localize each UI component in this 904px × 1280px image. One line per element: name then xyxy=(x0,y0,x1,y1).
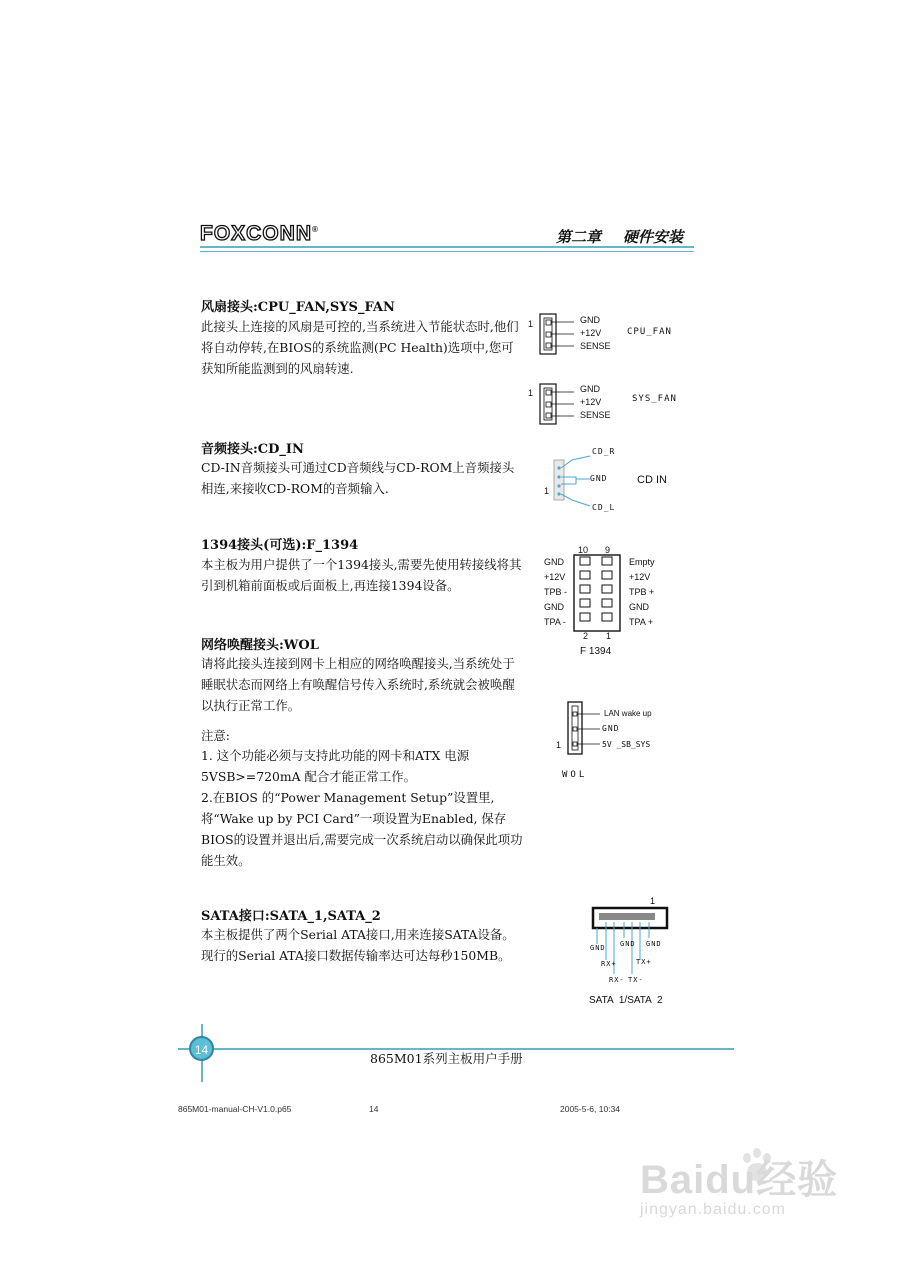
sys-fan-diagram xyxy=(524,380,694,430)
sata-tx-plus: TX+ xyxy=(636,958,652,966)
f1394-num-10: 10 xyxy=(578,545,589,555)
sys-fan-pin-sense: SENSE xyxy=(580,410,611,420)
cpu-fan-pin-gnd: GND xyxy=(580,315,600,325)
watermark-brand: Baidu经验 xyxy=(640,1158,839,1202)
watermark-url: jingyan.baidu.com xyxy=(640,1201,786,1218)
f1394-right-1: Empty xyxy=(629,557,655,567)
wol-pin-5vsb: 5V _SB_SYS xyxy=(602,740,651,749)
print-file-name: 865M01-manual-CH-V1.0.p65 xyxy=(178,1104,292,1114)
f1394-body: 本主板为用户提供了一个1394接头,需要先使用转接线将其引到机箱前面板或后面板上,再连接1394设备。 xyxy=(201,557,522,593)
wol-pin1: 1 xyxy=(556,740,562,750)
sys-fan-pin1: 1 xyxy=(528,388,534,398)
f1394-right-3: TPB + xyxy=(629,587,655,597)
wol-pin-lan: LAN wake up xyxy=(604,709,652,718)
sata-heading: SATA接口:SATA_1,SATA_2 xyxy=(201,909,381,924)
wol-pin-gnd: GND xyxy=(602,724,620,733)
fan-heading: 风扇接头:CPU_FAN,SYS_FAN xyxy=(201,300,395,315)
chapter-header xyxy=(556,226,683,247)
cpu-fan-label: CPU_FAN xyxy=(627,327,672,337)
cd-in-cd-r: CD_R xyxy=(592,447,616,456)
f1394-right-5: TPA + xyxy=(629,617,654,627)
f1394-diagram xyxy=(572,553,624,633)
f1394-heading: 1394接头(可选):F_1394 xyxy=(201,538,359,553)
sata-label: SATA 1/SATA 2 xyxy=(589,995,663,1006)
sata-pin1: 1 xyxy=(650,896,656,906)
f1394-left-1: GND xyxy=(544,557,564,567)
sata-rx-minus: RX- xyxy=(609,976,625,984)
sys-fan-pin-12v: +12V xyxy=(580,397,602,407)
manual-title: 865M01系列主板用户手册 xyxy=(370,1051,523,1066)
f1394-num-2: 2 xyxy=(583,631,589,641)
cd-in-pin1: 1 xyxy=(544,486,550,496)
cpu-fan-pin-12v: +12V xyxy=(580,328,602,338)
sata-tx-minus: TX- xyxy=(628,976,644,984)
cpu-fan-pin1: 1 xyxy=(528,319,534,329)
cd-in-gnd: GND xyxy=(590,474,608,483)
f1394-num-1: 1 xyxy=(606,631,612,641)
f1394-left-4: GND xyxy=(544,602,564,612)
wol-body: 请将此接头连接到网卡上相应的网络唤醒接头,当系统处于睡眠状态而网络上有唤醒信号传入系统时,系统就会被唤醒以执行正常工作。 xyxy=(201,656,515,713)
cd-heading: 音频接头:CD_IN xyxy=(201,442,304,457)
wol-note-2: 2.在BIOS 的“Power Management Setup”设置里,将“Wake up by PCI Card”一项设置为Enabled, 保存BIOS的设置并退出后,需要完成一次系统启动以确保此项功能生效。 xyxy=(201,790,523,868)
cd-body: CD-IN音频接头可通过CD音频线与CD-ROM上音频接头相连,来接收CD-ROM的音频输入. xyxy=(201,460,515,496)
page-number-badge: 14 xyxy=(189,1036,214,1061)
f1394-num-9: 9 xyxy=(605,545,611,555)
sys-fan-pin-gnd: GND xyxy=(580,384,600,394)
f1394-right-2: +12V xyxy=(629,572,651,582)
f1394-right-4: GND xyxy=(629,602,649,612)
cd-in-label: CD IN xyxy=(637,474,667,486)
sata-diagram xyxy=(585,898,680,978)
chapter-number: 第二章 xyxy=(556,228,602,246)
chapter-title: 硬件安装 xyxy=(623,228,684,246)
sata-body: 本主板提供了两个Serial ATA接口,用来连接SATA设备。现行的Serial ATA接口数据传输率达可达每秒150MB。 xyxy=(201,927,515,963)
cpu-fan-pin-sense: SENSE xyxy=(580,341,611,351)
wol-heading: 网络唤醒接头:WOL xyxy=(201,638,319,653)
print-datetime: 2005-5-6, 10:34 xyxy=(560,1104,621,1114)
header-rule-thin xyxy=(200,251,694,252)
fan-body: 此接头上连接的风扇是可控的,当系统进入节能状态时,他们将自动停转,在BIOS的系统监测(PC Health)选项中,您可获知所能监测到的风扇转速. xyxy=(201,319,519,376)
f1394-left-2: +12V xyxy=(544,572,566,582)
sata-rx-plus: RX+ xyxy=(601,960,617,968)
f1394-left-3: TPB - xyxy=(544,587,568,597)
header-rule xyxy=(200,246,694,248)
sata-gnd-left: GND xyxy=(590,944,606,952)
foxconn-logo: FOXCONN® xyxy=(200,222,319,245)
baidu-watermark xyxy=(640,1148,838,1219)
f1394-label: F 1394 xyxy=(580,646,612,657)
wol-note-title: 注意: xyxy=(201,728,230,743)
wol-label: WOL xyxy=(562,770,588,780)
sys-fan-label: SYS_FAN xyxy=(632,394,677,404)
cd-in-cd-l: CD_L xyxy=(592,503,616,512)
sata-gnd-mid: GND xyxy=(620,940,636,948)
f1394-left-5: TPA - xyxy=(544,617,566,627)
sata-gnd-right: GND xyxy=(646,940,662,948)
wol-note-1: 1. 这个功能必须与支持此功能的网卡和ATX 电源 5VSB>=720mA 配合才能正常工作。 xyxy=(201,748,470,784)
print-page-number: 14 xyxy=(369,1104,379,1114)
